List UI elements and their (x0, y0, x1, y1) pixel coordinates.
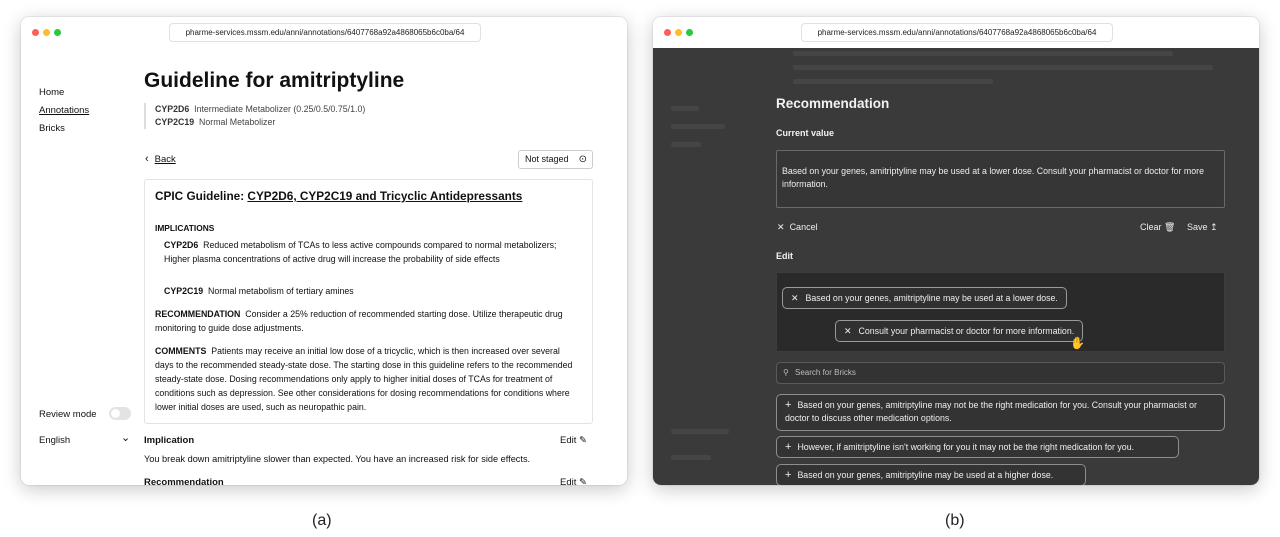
minimize-window-button[interactable] (43, 29, 50, 36)
check-circle-icon: ⊙ (578, 154, 587, 165)
brick-label: However, if amitriptyline isn't working for you it may not be the right medication for you. (797, 442, 1135, 452)
gene-name: CYP2C19 (155, 117, 195, 127)
edit-implication-button[interactable] (560, 435, 587, 446)
plus-icon: + (785, 399, 792, 411)
comments-text: Patients may receive an initial low dose of a tricyclic, which is then increased over several days to the recommended steady-state dose. The starting dose in this guideline refers to the recommended steady-state dose. Dosing recommendations only apply to higher initial doses of TCAs for treatment of conditions such as depression. See other considerations for dosing recommendations for conditions where lower initial doses are used, such as neuropathic pain. (155, 346, 573, 412)
language-select[interactable]: English (39, 435, 71, 446)
save-button[interactable] (1187, 222, 1218, 233)
gene-phenotype: Intermediate Metabolizer (0.25/0.5/0.75/1.0) (194, 104, 366, 114)
edit-icon: ✎ (579, 435, 587, 446)
review-mode-label: Review mode (39, 409, 97, 420)
figure-caption-b: (b) (945, 512, 965, 529)
url-bar[interactable]: pharme-services.mssm.edu/anni/annotations/6407768a92a4868065b6c0ba/64 (801, 23, 1113, 42)
gene-row (155, 103, 365, 116)
cancel-button[interactable] (777, 222, 818, 233)
cpic-guideline-link[interactable]: CYP2D6, CYP2C19 and Tricyclic Antidepressants (247, 189, 523, 203)
implication-gene-label: CYP2D6 (164, 240, 199, 250)
gene-name: CYP2D6 (155, 104, 190, 114)
url-bar[interactable]: pharme-services.mssm.edu/anni/annotations/6407768a92a4868065b6c0ba/64 (169, 23, 481, 42)
minimize-window-button[interactable] (675, 29, 682, 36)
close-icon: ✕ (777, 222, 785, 232)
remove-icon[interactable]: ✕ (844, 326, 852, 336)
sidebar-item-bricks[interactable]: Bricks (39, 123, 65, 134)
current-value-label: Current value (776, 128, 835, 138)
cancel-label: Cancel (789, 222, 818, 232)
chevron-down-icon[interactable]: ⌄ (121, 432, 131, 444)
close-window-button[interactable] (664, 29, 671, 36)
plus-icon: + (785, 469, 792, 481)
blurred-background-text (793, 65, 1213, 70)
modal-title: Recommendation (776, 96, 890, 111)
chip-label: Based on your genes, amitriptyline may be used at a lower dose. (805, 293, 1058, 303)
blurred-background-text (671, 106, 699, 111)
blurred-background-text (671, 455, 711, 460)
selected-brick-chip[interactable] (835, 320, 1083, 342)
search-icon: ⚲ (783, 368, 789, 377)
cpic-guideline-card (144, 179, 593, 424)
chip-label: Consult your pharmacist or doctor for more information. (858, 326, 1075, 336)
maximize-window-button[interactable] (54, 29, 61, 36)
brick-search-input[interactable] (776, 362, 1225, 384)
page-title: Guideline for amitriptyline (144, 69, 405, 92)
trash-icon: 🗑 (1164, 222, 1176, 232)
edit-label: Edit (560, 435, 577, 446)
blurred-background-text (793, 79, 993, 84)
gene-phenotype-list (144, 103, 365, 129)
staging-status-label: Not staged (525, 154, 569, 164)
edit-label: Edit (560, 477, 577, 485)
available-brick[interactable] (776, 394, 1225, 431)
implication-cyp2c19 (164, 284, 569, 298)
clear-label: Clear (1140, 222, 1162, 232)
brick-drop-area[interactable] (776, 272, 1225, 352)
implication-gene-label: CYP2C19 (164, 286, 204, 296)
close-window-button[interactable] (32, 29, 39, 36)
implication-cyp2d6 (164, 238, 569, 266)
browser-titlebar (21, 17, 627, 48)
blurred-background-text (671, 124, 725, 129)
brick-label: Based on your genes, amitriptyline may not be the right medication for you. Consult your pharmacist or doctor to discuss other medication options. (785, 400, 1197, 423)
cpic-recommendation (155, 307, 575, 335)
annotation-window-b (653, 17, 1259, 485)
upload-icon: ↥ (1210, 222, 1218, 232)
gene-row (155, 116, 365, 129)
grab-cursor-icon: ✋ (1070, 336, 1085, 350)
recommendation-section-label: Recommendation (144, 477, 224, 485)
available-brick[interactable] (776, 436, 1179, 458)
brick-label: Based on your genes, amitriptyline may be used at a higher dose. (797, 470, 1054, 480)
search-placeholder: Search for Bricks (795, 368, 856, 377)
save-label: Save (1187, 222, 1208, 232)
sidebar-item-home[interactable]: Home (39, 87, 65, 98)
plus-icon: + (785, 441, 792, 453)
chevron-left-icon: ‹ (145, 153, 149, 165)
edit-icon: ✎ (579, 477, 587, 485)
gene-phenotype: Normal Metabolizer (199, 117, 276, 127)
implication-text: Reduced metabolism of TCAs to less active compounds compared to normal metabolizers; Higher plasma concentrations of active drug will increase the probability of side effects (164, 240, 557, 264)
figure-caption-a: (a) (312, 512, 332, 529)
recommendation-text: Consider a 25% reduction of recommended starting dose. Utilize therapeutic drug monitoring to guide dose adjustments. (155, 309, 563, 333)
implications-heading: IMPLICATIONS (155, 223, 215, 233)
blurred-background-text (793, 51, 1173, 56)
implication-text: Normal metabolism of tertiary amines (208, 286, 354, 296)
cpic-comments (155, 344, 580, 414)
selected-brick-chip[interactable] (782, 287, 1067, 309)
implication-section-label: Implication (144, 435, 195, 446)
current-value-box: Based on your genes, amitriptyline may be used at a lower dose. Consult your pharmacist or doctor for more information. (776, 150, 1225, 208)
sidebar-item-annotations[interactable]: Annotations (39, 105, 90, 116)
review-mode-toggle[interactable] (109, 407, 131, 420)
available-brick[interactable] (776, 464, 1086, 485)
blurred-background-text (671, 142, 701, 147)
edit-recommendation-button[interactable] (560, 477, 587, 485)
remove-icon[interactable]: ✕ (791, 293, 799, 303)
implication-section-text: You break down amitriptyline slower than expected. You have an increased risk for side effects. (144, 454, 531, 464)
blurred-background-text (671, 429, 729, 434)
clear-button[interactable] (1140, 222, 1175, 233)
back-label: Back (154, 154, 176, 165)
back-link[interactable] (145, 153, 176, 165)
browser-titlebar (653, 17, 1259, 48)
cpic-prefix: CPIC Guideline: (155, 189, 245, 203)
maximize-window-button[interactable] (686, 29, 693, 36)
cpic-heading (155, 189, 522, 203)
recommendation-label: RECOMMENDATION (155, 309, 241, 319)
annotation-window-a (21, 17, 627, 485)
edit-section-label: Edit (776, 251, 793, 261)
staging-status-button[interactable] (518, 150, 593, 169)
comments-label: COMMENTS (155, 346, 207, 356)
